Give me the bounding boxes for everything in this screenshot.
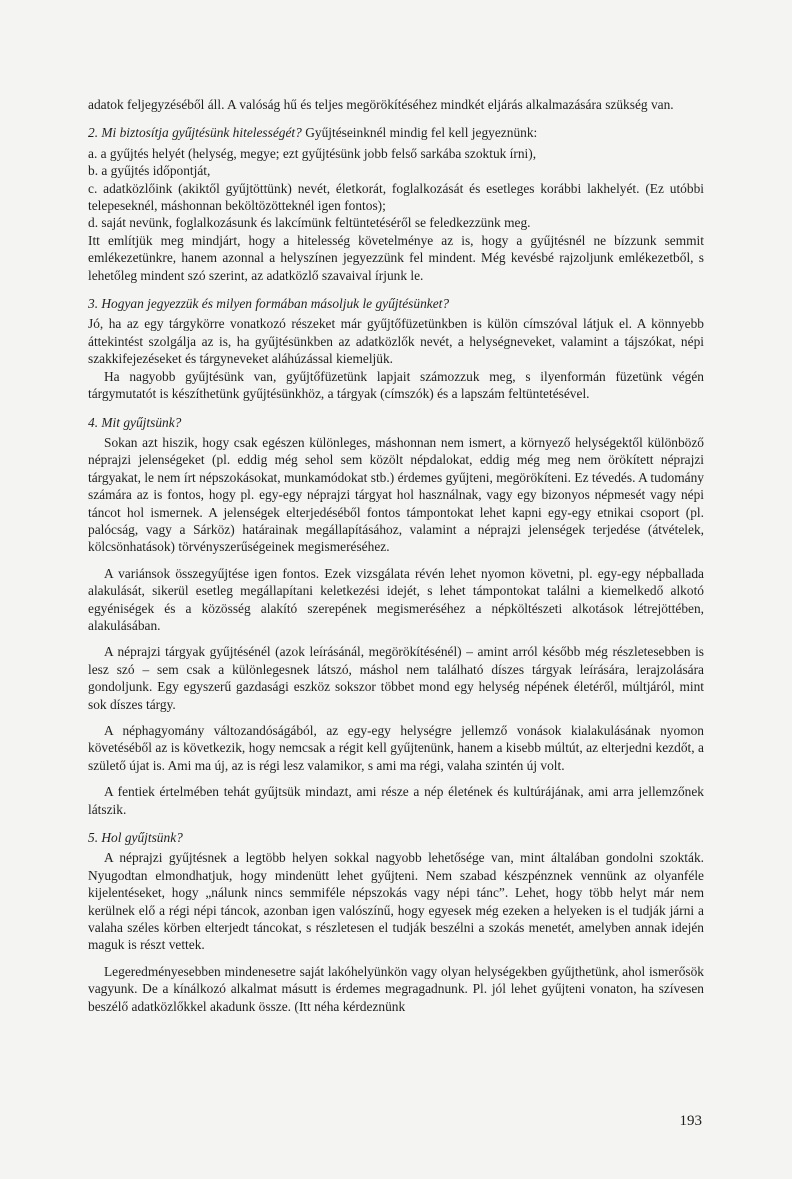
heading-question: 2. Mi biztosítja gyűjtésünk hitelességét? (88, 125, 302, 141)
page-number: 193 (679, 1113, 702, 1129)
paragraph: Ha nagyobb gyűjtésünk van, gyűjtőfüzetünk lapjait számozzuk meg, s ilyenformán füzetünk végén tárgymutatót is készíthetünk gyűjtésünkhöz, a tárgyak (címszók) és a lapszám feltüntetésével. (88, 368, 704, 402)
paragraph: Itt említjük meg mindjárt, hogy a hitelesség követelménye az is, hogy a gyűjtésnél ne bízzunk semmit emlékezetünkre, hanem azonnal a helyszínen jegyezzünk fel mindent. Még kevésbé rajzoljunk emlékezetből, s lehetőleg mindent szó szerint, az adatközlő szavaival írjunk le. (88, 232, 704, 283)
section-heading-3 (88, 295, 704, 312)
heading-question: 3. Hogyan jegyezzük és milyen formában másoljuk le gyűjtésünket? (88, 296, 450, 312)
section-heading-2 (88, 124, 704, 141)
paragraph: Jó, ha az egy tárgykörre vonatkozó részeket már gyűjtőfüzetünkben is külön címszóval látjuk el. A könnyebb áttekintést szolgálja az is, ha gyűjtésünkben az adatközlők nevét, a helységneveket, valamint a tájszókat, népi szakkifejezéseket és tárgyneveket aláhúzással kiemeljük. (88, 316, 704, 367)
list-item-a: a. a gyűjtés helyét (helység, megye; ezt gyűjtésünk jobb felső sarkába szoktuk írni), (88, 145, 537, 161)
paragraph: A néphagyomány változandóságából, az egy-egy helységre jellemző vonások kialakulásának nyomon követéséből az is következik, hogy nemcsak a régit kell gyűjtenünk, hanem a kisebb múltút, az elterjedni kezdőt, a születő újat is. Ami ma új, az is régi lesz valamikor, s ami ma régi, valaha szintén új volt. (88, 723, 704, 773)
paragraph: A néprajzi tárgyak gyűjtésénél (azok leírásánál, megörökítésénél) – amint arról később még részletesebben is lesz szó – sem csak a különlegesnek látszó, máshol nem található díszes tárgyak leírására, lerajzolására gondoljunk. Egy egyszerű gazdasági eszköz sokszor többet mond egy helység népének életéről, múltjáról, mint sok díszes tárgy. (88, 644, 704, 712)
heading-question: 4. Mit gyűjtsünk? (88, 414, 182, 430)
section-heading-5 (88, 829, 704, 846)
list-item-c: c. adatközlőink (akiktől gyűjtöttünk) nevét, életkorát, foglalkozását és esetleges korábbi lakhelyét. (Ez utóbbi telepeseknél, máshonnan beköltözötteknél igen fontos); (88, 180, 704, 214)
paragraph: adatok feljegyzéséből áll. A valóság hű és teljes megörökítéséhez mindkét eljárás alkalmazására szükség van. (88, 97, 674, 112)
paragraph: A néprajzi gyűjtésnek a legtöbb helyen sokkal nagyobb lehetősége van, mint általában gondolni szokták. Nyugodtan elmondhatjuk, hogy mindenütt lehet gyűjteni. Nem szabad készpénznek vennünk az olyanféle kijelentéseket, hogy „nálunk nincs semmiféle népszokás vagy népi tánc”. Lehet, hogy több helyt már nem kerülnek elő a régi népi táncok, azonban igen valószínű, hogy egyesek még ezeken a helyeken is el tudják járni a valaha széles körben elterjedt táncokat, s részletesen el tudják beszélni a szokás menetét, amelyben annak idején maguk is részt vettek. (88, 850, 704, 953)
list-item-d: d. saját nevünk, foglalkozásunk és lakcímünk feltüntetéséről se feledkezzünk meg. (88, 215, 531, 231)
heading-continuation: Gyűjtéseinknél mindig fel kell jegyeznünk: (301, 125, 538, 141)
heading-question: 5. Hol gyűjtsünk? (88, 830, 183, 846)
paragraph: A fentiek értelmében tehát gyűjtsük mindazt, ami része a nép életének és kultúrájának, ami arra jellemzőnek látszik. (88, 784, 704, 817)
paragraph: Legeredményesebben mindenesetre saját lakóhelyünkön vagy olyan helységekben gyűjthetünk, ahol ismerősök vagyunk. De a kínálkozó alkalmat másutt is érdemes megragadnunk. Pl. jól lehet gyűjteni vonaton, ha szívesen beszélő adatközlőkkel akadunk össze. (Itt néha kérdeznünk (88, 963, 704, 1014)
list-item-b: b. a gyűjtés időpontját, (88, 163, 211, 179)
paragraph: Sokan azt hiszik, hogy csak egészen különleges, máshonnan nem ismert, a környező helységektől különböző néprajzi jelenségeket (pl. eddig még sehol sem közölt népdalokat, eddig még meg nem örökített néprajzi tárgyakat, le nem írt népszokásokat, munkamódokat stb.) érdemes gyűjteni, megörökíteni. Ez tévedés. A tudomány számára az is fontos, hogy pl. egy-egy néprajzi tárgyat hol használnak, vagy egy bizonyos népmesét vagy népi táncot hol ismernek. A jelenségek elterjedéséből fontos támpontokat lehet kapni egy-egy etnikai csoport (pl. palócság, vagy a Sárköz) határainak megállapításához, valamint a néprajzi jelenségek terjedése (átvételek, kölcsönhatások) törvényszerűségeinek megismeréséhez. (88, 434, 704, 555)
section-heading-4 (88, 414, 704, 431)
body-text (88, 96, 704, 1015)
paragraph: A variánsok összegyűjtése igen fontos. Ezek vizsgálata révén lehet nyomon követni, pl. egy-egy népballada alakulását, sikerül esetleg megállapítani keletkezési idejét, s lehet támpontokat találni a kiemelkedő alkotó egyéniségek és a közösség alakító szerepének megismeréséhez a népköltészeti alkotások létrejöttében, alakulásában. (88, 565, 704, 633)
